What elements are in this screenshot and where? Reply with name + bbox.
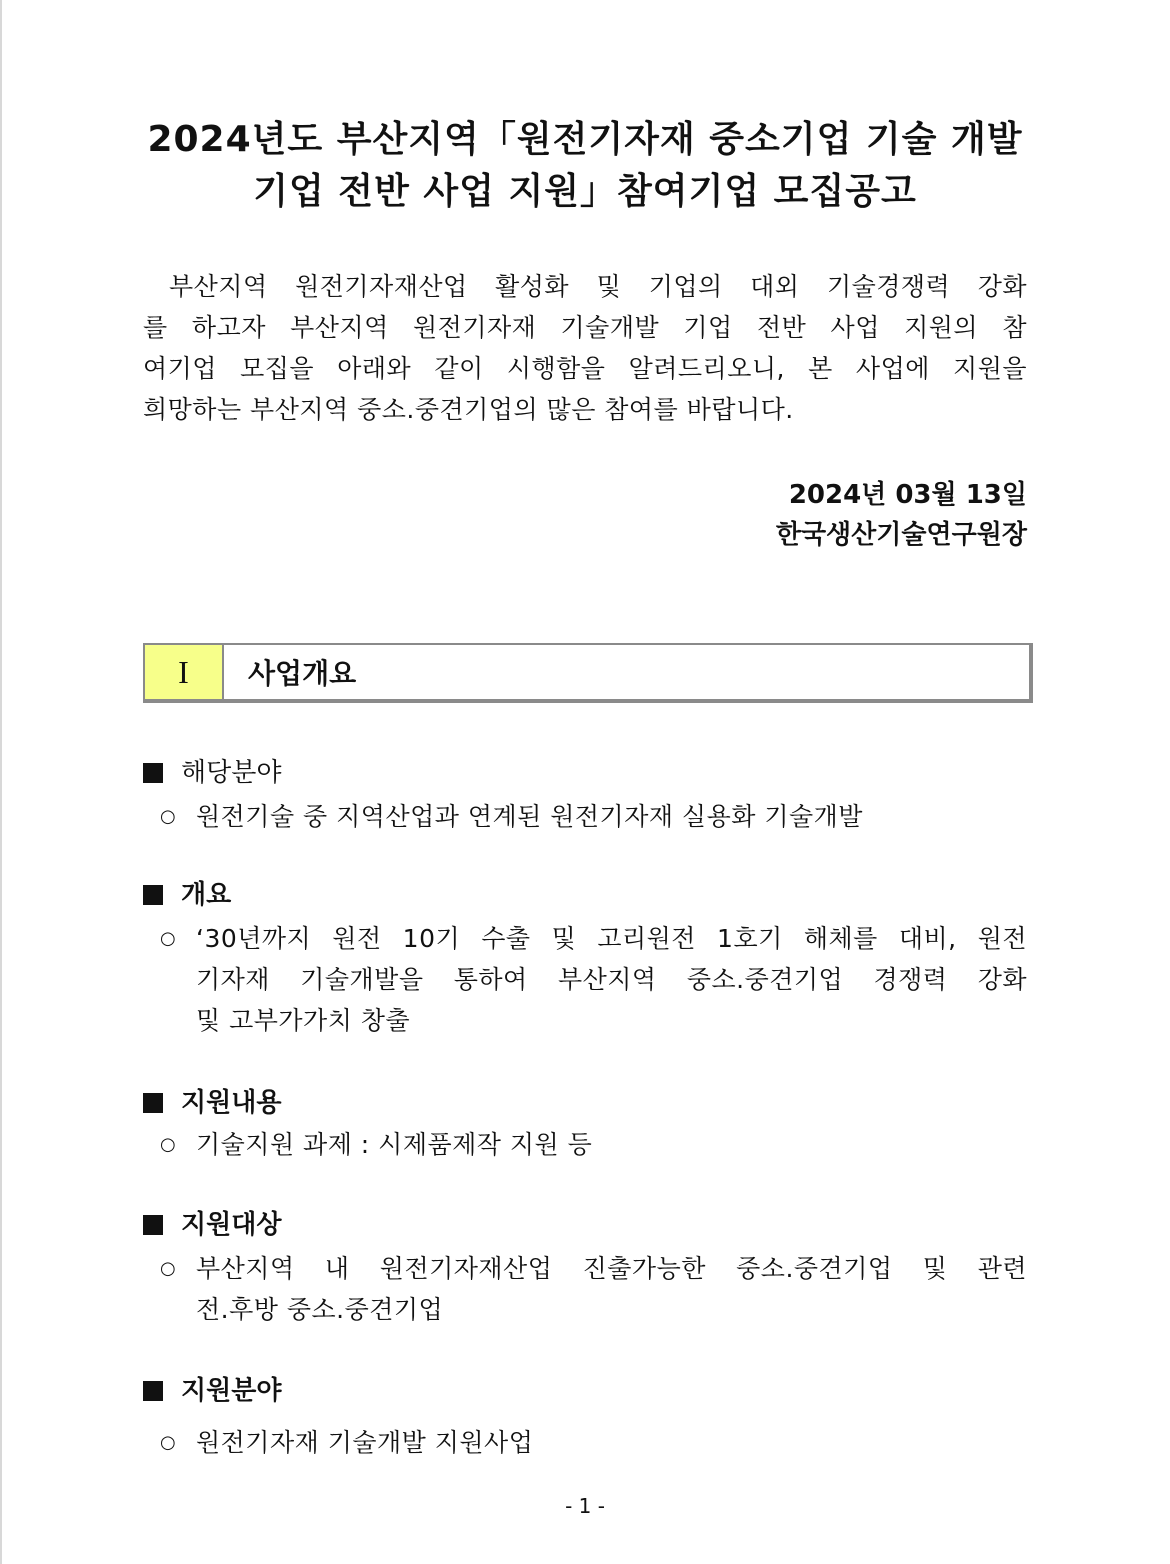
bullet-text: 부산지역 내 원전기자재산업 진출가능한 중소.중견기업 및 관련	[196, 1254, 1027, 1283]
document-title-line-2: 기업 전반 사업 지원」참여기업 모집공고	[253, 171, 917, 212]
black-square-icon	[143, 885, 163, 905]
bullet-text: 전.후방 중소.중견기업	[196, 1295, 444, 1324]
bullet-item	[160, 918, 1027, 1041]
heading-label: 지원분야	[181, 1376, 282, 1406]
bullet-item	[160, 796, 863, 837]
heading-label: 지원내용	[181, 1088, 282, 1118]
intro-line: 부산지역 원전기자재산업 활성화 및 기업의 대외 기술경쟁력 강화	[169, 272, 1027, 301]
page-edge	[0, 0, 2, 1564]
heading-label: 해당분야	[181, 758, 282, 788]
black-square-icon	[143, 763, 163, 783]
bullet-text: 원전기자재 기술개발 지원사업	[196, 1428, 534, 1457]
bullet-item	[160, 1124, 592, 1165]
announcement-date: 2024년 03월 13일	[788, 480, 1027, 510]
bullet-text: ‘30년까지 원전 10기 수출 및 고리원전 1호기 해체를 대비, 원전	[196, 924, 1027, 953]
item-heading-overview	[143, 878, 231, 912]
circle-bullet-icon: ○	[160, 1432, 177, 1453]
bullet-item	[160, 1422, 533, 1463]
page-number: - 1 -	[565, 1494, 605, 1518]
black-square-icon	[143, 1381, 163, 1401]
section-title: 사업개요	[248, 657, 357, 690]
black-square-icon	[143, 1215, 163, 1235]
intro-line: 를 하고자 부산지역 원전기자재 기술개발 기업 전반 사업 지원의 참	[143, 313, 1027, 342]
black-square-icon	[143, 1093, 163, 1113]
circle-bullet-icon: ○	[160, 1134, 177, 1155]
document-title-line-1: 2024년도 부산지역「원전기자재 중소기업 기술 개발	[147, 119, 1023, 160]
intro-paragraph	[143, 266, 1027, 430]
item-heading-field	[143, 756, 281, 790]
bullet-text: 및 고부가가치 창출	[196, 1006, 411, 1035]
bullet-item	[160, 1248, 1027, 1330]
intro-line: 희망하는 부산지역 중소.중견기업의 많은 참여를 바랍니다.	[143, 395, 794, 424]
issuing-organization: 한국생산기술연구원장	[775, 520, 1027, 550]
bullet-text: 기자재 기술개발을 통하여 부산지역 중소.중견기업 경쟁력 강화	[196, 965, 1027, 994]
section-header	[143, 643, 1033, 703]
item-heading-target	[143, 1208, 281, 1242]
item-heading-content	[143, 1086, 281, 1120]
section-number: I	[145, 645, 224, 699]
heading-label: 지원대상	[181, 1210, 282, 1240]
bullet-text: 원전기술 중 지역산업과 연계된 원전기자재 실용화 기술개발	[196, 802, 863, 831]
heading-label: 개요	[181, 880, 232, 910]
item-heading-area	[143, 1374, 281, 1408]
circle-bullet-icon: ○	[160, 1258, 177, 1279]
circle-bullet-icon: ○	[160, 928, 177, 949]
intro-line: 여기업 모집을 아래와 같이 시행함을 알려드리오니, 본 사업에 지원을	[143, 354, 1027, 383]
circle-bullet-icon: ○	[160, 806, 177, 827]
bullet-text: 기술지원 과제 : 시제품제작 지원 등	[196, 1130, 593, 1159]
